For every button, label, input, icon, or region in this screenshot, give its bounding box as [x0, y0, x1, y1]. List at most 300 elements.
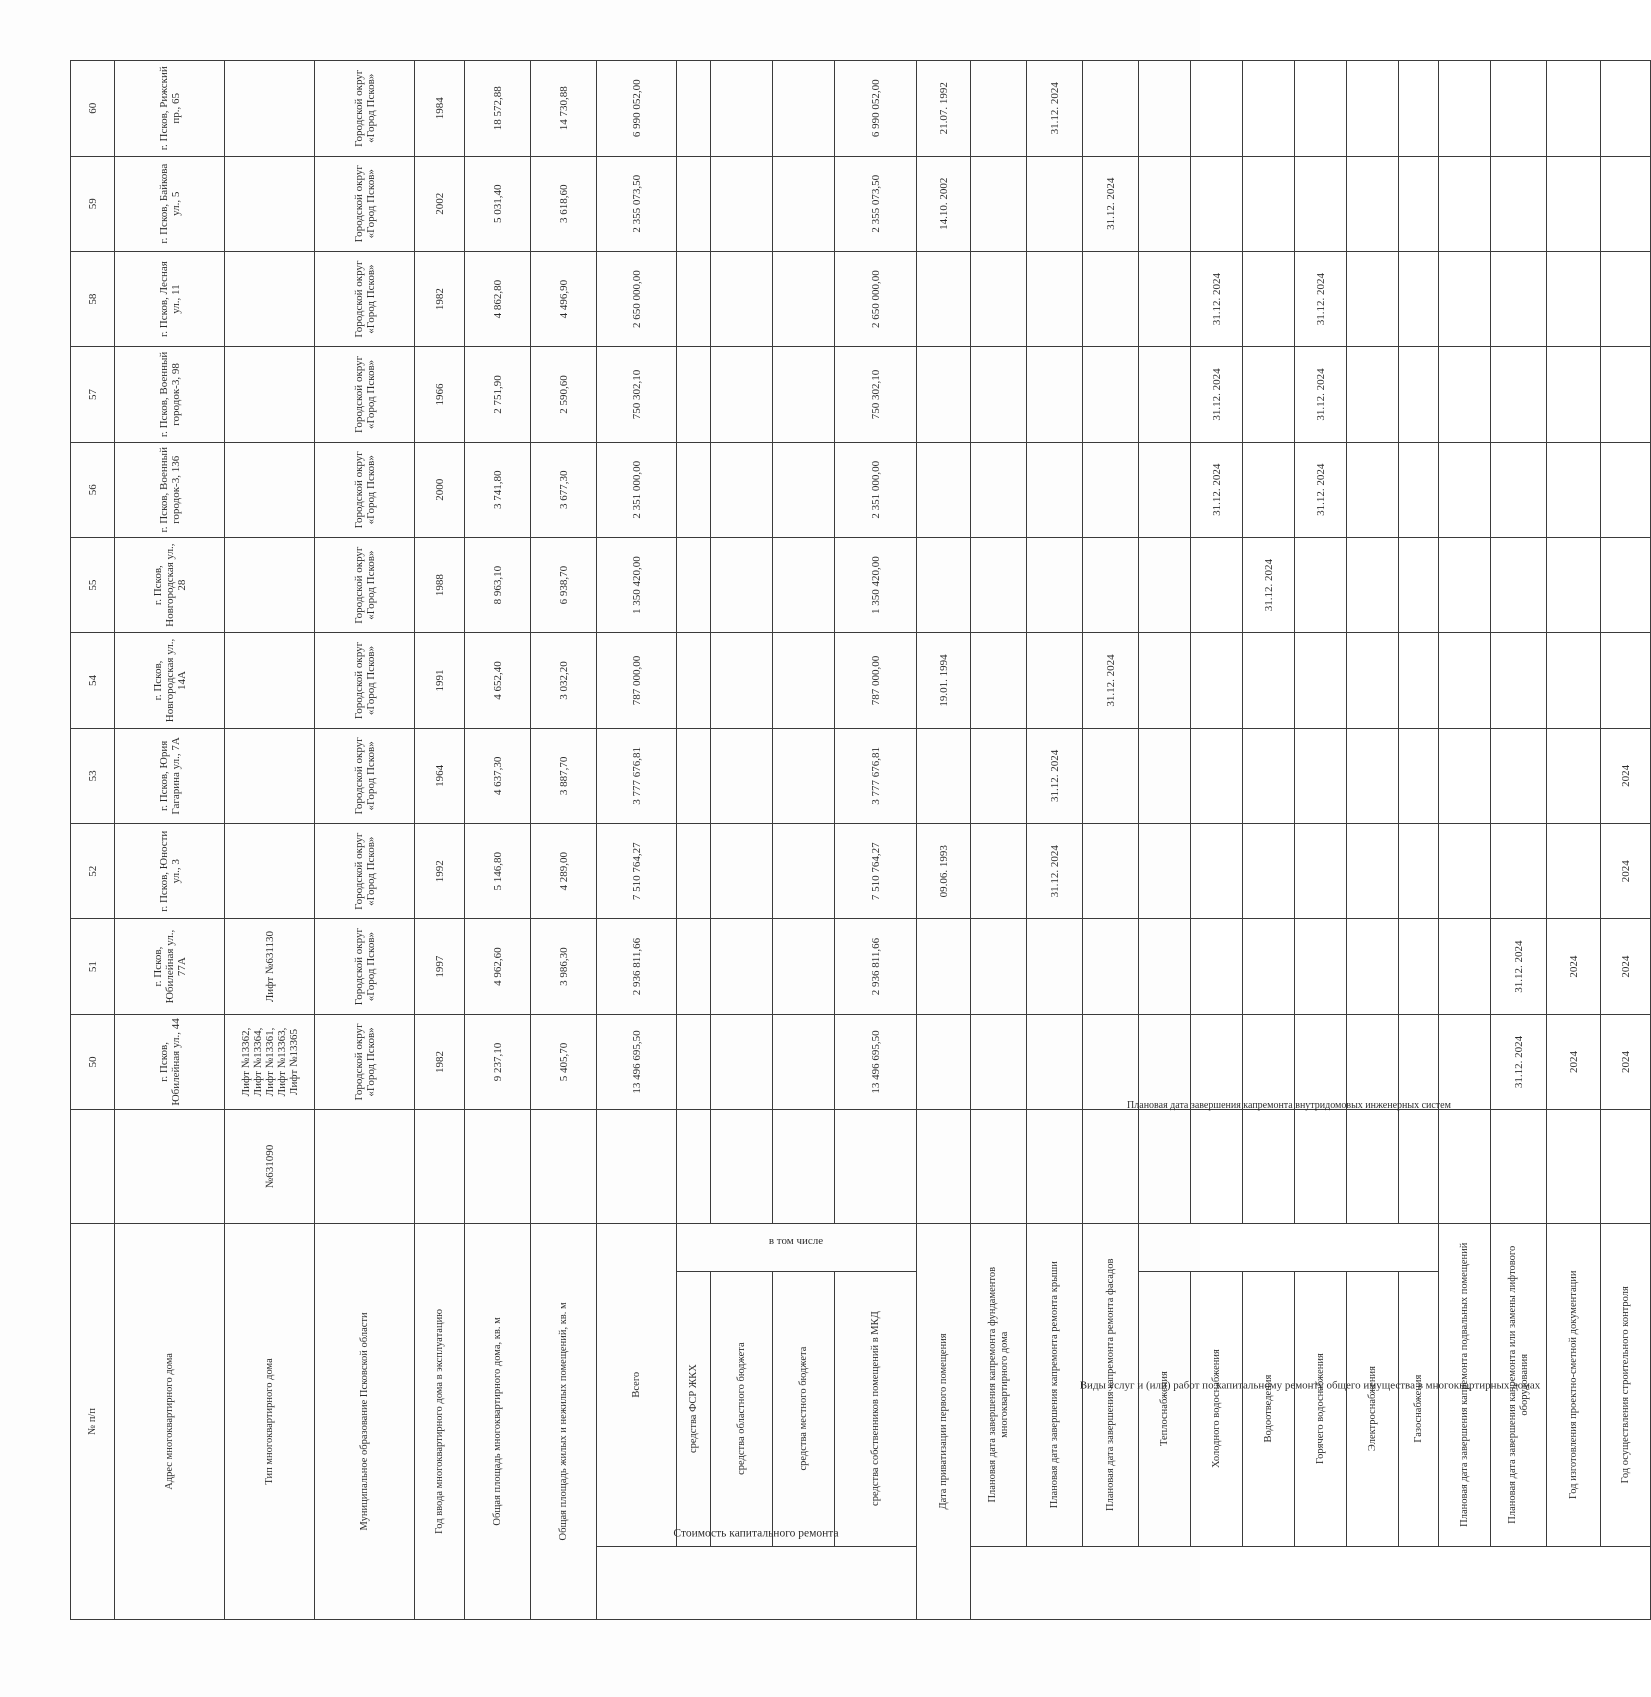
header-regional: средства областного бюджета: [711, 1271, 773, 1546]
cell-year: 1988: [415, 537, 465, 632]
cell-fsr: [677, 633, 711, 728]
cell-foundation: [971, 919, 1027, 1014]
cell-fsr: [677, 537, 711, 632]
cell-electric: [1347, 347, 1399, 442]
cell-sewer: [1243, 442, 1295, 537]
cell-foundation: [971, 1014, 1027, 1109]
cell-type: [225, 728, 315, 823]
cell-gas: [1399, 633, 1439, 728]
cell-total_area: 4 862,80: [465, 251, 531, 346]
cell-regional: [711, 251, 773, 346]
cell-total: 7 510 764,27: [597, 824, 677, 919]
field-row-living_area: [531, 61, 597, 1620]
cell-gas: [1399, 728, 1439, 823]
cell-total_area: 4 962,60: [465, 919, 531, 1014]
cell-gas: [1399, 156, 1439, 251]
cell-num: 57: [71, 347, 115, 442]
header-total: Всего: [597, 1223, 677, 1546]
cell-regional: [711, 728, 773, 823]
field-row-year: [415, 61, 465, 1620]
cell-year: 2000: [415, 442, 465, 537]
cell-fsr: [677, 156, 711, 251]
cell-owners: 2 650 000,00: [835, 251, 917, 346]
cell-design: 2024: [1547, 919, 1601, 1014]
cell-basement: [1439, 251, 1491, 346]
cell-hot: 31.12. 2024: [1295, 442, 1347, 537]
cell-total_area: 8 963,10: [465, 537, 531, 632]
cell-hot: [1295, 61, 1347, 157]
header-design: Год изготовления проектно-сметной документации: [1547, 1223, 1601, 1546]
cell-sewer: [1243, 347, 1295, 442]
header-local: средства местного бюджета: [773, 1271, 835, 1546]
cell-total: 13 496 695,50: [597, 1014, 677, 1109]
cell-regional: [711, 1014, 773, 1109]
cell-year: 1964: [415, 728, 465, 823]
cell-basement: [1439, 824, 1491, 919]
cell-heat: [1139, 728, 1191, 823]
cell-electric: [1347, 537, 1399, 632]
cell-living_area: 6 938,70: [531, 537, 597, 632]
cell-total_area: 4 652,40: [465, 633, 531, 728]
cell-electric: [1347, 824, 1399, 919]
cell-basement: [1439, 728, 1491, 823]
header-heat: Теплоснабжения: [1139, 1271, 1191, 1546]
cell-cold: [1191, 728, 1243, 823]
cell-living_area: 2 590,60: [531, 347, 597, 442]
cell-address: г. Псков, Рижский пр., 65: [115, 61, 225, 157]
cell-priv: 09.06. 1993: [917, 824, 971, 919]
cell-electric: [1347, 728, 1399, 823]
cell-foundation: [971, 824, 1027, 919]
cell-total: 6 990 052,00: [597, 61, 677, 157]
cell-regional: [711, 919, 773, 1014]
cell-type: [225, 824, 315, 919]
cell-sewer: 31.12. 2024: [1243, 537, 1295, 632]
cell-control: [1601, 251, 1651, 346]
cell-type: [225, 442, 315, 537]
cell-gas: [1399, 347, 1439, 442]
cell-total_area: 3 741,80: [465, 442, 531, 537]
cell-electric: [1347, 156, 1399, 251]
header-address: Адрес многоквартирного дома: [115, 1223, 225, 1619]
cell-design: [1547, 442, 1601, 537]
top-cell-owners: [835, 1110, 917, 1224]
cell-heat: [1139, 251, 1191, 346]
cell-priv: [917, 251, 971, 346]
header-works-group-label: Виды услуг и (или) работ по капитальному ремонту общего имущества в многоквартирных домах: [1079, 1379, 1541, 1392]
cell-living_area: 14 730,88: [531, 61, 597, 157]
header-cold: Холодного водоснабжения: [1191, 1271, 1243, 1546]
cell-heat: [1139, 824, 1191, 919]
field-row-fsr: [677, 61, 711, 1620]
cell-control: 2024: [1601, 728, 1651, 823]
top-cell-muni: [315, 1110, 415, 1224]
cell-control: 2024: [1601, 824, 1651, 919]
cell-basement: [1439, 537, 1491, 632]
header-foundation: Плановая дата завершения капремонта фундаментов многоквартирного дома: [971, 1223, 1027, 1546]
cell-roof: 31.12. 2024: [1027, 728, 1083, 823]
cell-address: г. Псков, Юбилейная ул., 44: [115, 1014, 225, 1109]
cell-priv: [917, 537, 971, 632]
cell-local: [773, 347, 835, 442]
cell-year: 2002: [415, 156, 465, 251]
cell-address: г. Псков, Юрия Гагарина ул., 7А: [115, 728, 225, 823]
cell-total_area: 5 146,80: [465, 824, 531, 919]
cell-owners: 787 000,00: [835, 633, 917, 728]
top-cell-lift: [1491, 1110, 1547, 1224]
cell-sewer: [1243, 156, 1295, 251]
cell-total_area: 4 637,30: [465, 728, 531, 823]
cell-total_area: 2 751,90: [465, 347, 531, 442]
cell-total: 787 000,00: [597, 633, 677, 728]
cell-regional: [711, 633, 773, 728]
field-row-roof: [1027, 61, 1083, 1620]
top-cell-cold: [1191, 1110, 1243, 1224]
cell-year: 1982: [415, 1014, 465, 1109]
top-cell-num: [71, 1110, 115, 1224]
cell-num: 55: [71, 537, 115, 632]
header-lift: Плановая дата завершения капремонта или замены лифтового оборудования: [1491, 1223, 1547, 1546]
header-cost-group-label: Стоимость капитального ремонта: [673, 1527, 839, 1540]
cell-facade: [1083, 537, 1139, 632]
field-row-total: [597, 61, 677, 1620]
cell-facade: 31.12. 2024: [1083, 156, 1139, 251]
cell-living_area: 4 289,00: [531, 824, 597, 919]
cell-gas: [1399, 251, 1439, 346]
cell-local: [773, 1014, 835, 1109]
cell-owners: 2 355 073,50: [835, 156, 917, 251]
cell-type: [225, 537, 315, 632]
cell-facade: [1083, 728, 1139, 823]
cell-design: 2024: [1547, 1014, 1601, 1109]
cell-num: 58: [71, 251, 115, 346]
cell-muni: Городской округ «Город Псков»: [315, 824, 415, 919]
cell-priv: [917, 919, 971, 1014]
cell-control: [1601, 347, 1651, 442]
cell-control: [1601, 633, 1651, 728]
field-row-owners: [835, 61, 917, 1620]
cell-roof: [1027, 537, 1083, 632]
cell-sewer: [1243, 728, 1295, 823]
cell-address: г. Псков, Новгородская ул., 14А: [115, 633, 225, 728]
header-electric: Электроснабжения: [1347, 1271, 1399, 1546]
cell-total_area: 9 237,10: [465, 1014, 531, 1109]
cell-total: 2 650 000,00: [597, 251, 677, 346]
cell-lift: [1491, 824, 1547, 919]
cell-design: [1547, 824, 1601, 919]
cell-cold: [1191, 61, 1243, 157]
cell-year: 1982: [415, 251, 465, 346]
top-cell-total: [597, 1110, 677, 1224]
cell-roof: [1027, 347, 1083, 442]
top-cell-living_area: [531, 1110, 597, 1224]
cell-cold: [1191, 537, 1243, 632]
cell-muni: Городской округ «Город Псков»: [315, 251, 415, 346]
cell-muni: Городской округ «Город Псков»: [315, 633, 415, 728]
cell-basement: [1439, 442, 1491, 537]
cell-foundation: [971, 156, 1027, 251]
cell-priv: [917, 728, 971, 823]
cell-total: 2 351 000,00: [597, 442, 677, 537]
capital-repair-table: [70, 60, 1651, 1620]
cell-num: 60: [71, 61, 115, 157]
field-row-priv: [917, 61, 971, 1620]
cell-control: [1601, 537, 1651, 632]
cell-regional: [711, 347, 773, 442]
header-living_area: Общая площадь жилых и нежилых помещений, кв. м: [531, 1223, 597, 1619]
cell-design: [1547, 156, 1601, 251]
cell-local: [773, 156, 835, 251]
cell-type: [225, 251, 315, 346]
cell-local: [773, 61, 835, 157]
cell-fsr: [677, 251, 711, 346]
cell-hot: [1295, 156, 1347, 251]
cell-priv: 21.07. 1992: [917, 61, 971, 157]
top-cell-gas: [1399, 1110, 1439, 1224]
cell-total: 3 777 676,81: [597, 728, 677, 823]
cell-muni: Городской округ «Город Псков»: [315, 442, 415, 537]
cell-living_area: 3 887,70: [531, 728, 597, 823]
cell-owners: 7 510 764,27: [835, 824, 917, 919]
cell-fsr: [677, 442, 711, 537]
cell-muni: Городской округ «Город Псков»: [315, 537, 415, 632]
cell-gas: [1399, 919, 1439, 1014]
cell-living_area: 4 496,90: [531, 251, 597, 346]
field-row-foundation: [971, 61, 1027, 1620]
cell-lift: [1491, 728, 1547, 823]
cell-hot: 31.12. 2024: [1295, 251, 1347, 346]
top-cell-facade: [1083, 1110, 1139, 1224]
cell-type: [225, 347, 315, 442]
cell-type: [225, 61, 315, 157]
cell-foundation: [971, 61, 1027, 157]
cell-owners: 2 351 000,00: [835, 442, 917, 537]
top-cell-local: [773, 1110, 835, 1224]
cell-foundation: [971, 537, 1027, 632]
top-cell-electric: [1347, 1110, 1399, 1224]
header-owners: средства собственников помещений в МКД: [835, 1271, 917, 1546]
cell-local: [773, 919, 835, 1014]
cell-design: [1547, 537, 1601, 632]
cell-hot: [1295, 824, 1347, 919]
cell-facade: [1083, 824, 1139, 919]
cell-hot: 31.12. 2024: [1295, 347, 1347, 442]
cell-design: [1547, 633, 1601, 728]
header-cost-group: [597, 1527, 917, 1619]
cell-electric: [1347, 251, 1399, 346]
cell-electric: [1347, 1014, 1399, 1109]
cell-type: [225, 633, 315, 728]
header-fsr: средства ФСР ЖКХ: [677, 1271, 711, 1546]
cell-hot: [1295, 728, 1347, 823]
header-incl: [677, 1223, 917, 1271]
cell-year: 1997: [415, 919, 465, 1014]
cell-num: 53: [71, 728, 115, 823]
cell-regional: [711, 537, 773, 632]
cell-priv: [917, 347, 971, 442]
cell-priv: 19.01. 1994: [917, 633, 971, 728]
cell-heat: [1139, 156, 1191, 251]
cell-roof: [1027, 251, 1083, 346]
cell-owners: 13 496 695,50: [835, 1014, 917, 1109]
field-row-num: [71, 61, 115, 1620]
top-cell-basement: [1439, 1110, 1491, 1224]
top-cell-design: [1547, 1110, 1601, 1224]
cell-hot: [1295, 633, 1347, 728]
cell-facade: [1083, 251, 1139, 346]
cell-sewer: [1243, 919, 1295, 1014]
cell-facade: [1083, 442, 1139, 537]
cell-muni: Городской округ «Город Псков»: [315, 919, 415, 1014]
cell-facade: [1083, 61, 1139, 157]
field-row-regional: [711, 61, 773, 1620]
cell-fsr: [677, 1014, 711, 1109]
cell-control: [1601, 442, 1651, 537]
cell-sewer: [1243, 61, 1295, 157]
cell-regional: [711, 61, 773, 157]
cell-priv: [917, 442, 971, 537]
cell-basement: [1439, 347, 1491, 442]
cell-living_area: 3 677,30: [531, 442, 597, 537]
cell-facade: [1083, 347, 1139, 442]
top-cell-fsr: [677, 1110, 711, 1224]
cell-lift: [1491, 537, 1547, 632]
cell-year: 1984: [415, 61, 465, 157]
top-cell-address: [115, 1110, 225, 1224]
cell-address: г. Псков, Военный городок-3, 98: [115, 347, 225, 442]
cell-hot: [1295, 537, 1347, 632]
cell-foundation: [971, 442, 1027, 537]
cell-roof: [1027, 156, 1083, 251]
cell-lift: 31.12. 2024: [1491, 919, 1547, 1014]
cell-control: [1601, 61, 1651, 157]
cell-lift: [1491, 156, 1547, 251]
cell-foundation: [971, 251, 1027, 346]
cell-cold: [1191, 1014, 1243, 1109]
cell-design: [1547, 61, 1601, 157]
cell-cold: [1191, 919, 1243, 1014]
cell-roof: [1027, 442, 1083, 537]
cell-address: г. Псков, Юности ул., 3: [115, 824, 225, 919]
cell-local: [773, 633, 835, 728]
cell-owners: 6 990 052,00: [835, 61, 917, 157]
cell-priv: 14.10. 2002: [917, 156, 971, 251]
top-cell-regional: [711, 1110, 773, 1224]
header-type: Тип многоквартирного дома: [225, 1223, 315, 1619]
cell-muni: Городской округ «Город Псков»: [315, 61, 415, 157]
header-hot: Горячего водоснабжения: [1295, 1271, 1347, 1546]
cell-total: 2 936 811,66: [597, 919, 677, 1014]
cell-living_area: 5 405,70: [531, 1014, 597, 1109]
cell-basement: [1439, 156, 1491, 251]
cell-heat: [1139, 61, 1191, 157]
cell-muni: Городской округ «Город Псков»: [315, 156, 415, 251]
cell-address: г. Псков, Юбилейная ул., 77А: [115, 919, 225, 1014]
cell-design: [1547, 251, 1601, 346]
cell-local: [773, 442, 835, 537]
cell-design: [1547, 347, 1601, 442]
cell-lift: [1491, 633, 1547, 728]
cell-fsr: [677, 347, 711, 442]
top-cell-control: [1601, 1110, 1651, 1224]
cell-year: 1966: [415, 347, 465, 442]
header-engineering-group: [1126, 1099, 1451, 1271]
cell-control: 2024: [1601, 919, 1651, 1014]
field-row-muni: [315, 61, 415, 1620]
cell-facade: 31.12. 2024: [1083, 633, 1139, 728]
top-cell-type: №631090: [225, 1110, 315, 1224]
cell-address: г. Псков, Новгородская ул., 28: [115, 537, 225, 632]
cell-foundation: [971, 728, 1027, 823]
cell-num: 59: [71, 156, 115, 251]
cell-fsr: [677, 919, 711, 1014]
cell-roof: 31.12. 2024: [1027, 61, 1083, 157]
cell-address: г. Псков, Лесная ул., 11: [115, 251, 225, 346]
cell-num: 56: [71, 442, 115, 537]
cell-cold: 31.12. 2024: [1191, 251, 1243, 346]
cell-basement: [1439, 1014, 1491, 1109]
cell-gas: [1399, 61, 1439, 157]
cell-living_area: 3 618,60: [531, 156, 597, 251]
cell-total: 2 355 073,50: [597, 156, 677, 251]
cell-fsr: [677, 728, 711, 823]
cell-foundation: [971, 633, 1027, 728]
top-cell-foundation: [971, 1110, 1027, 1224]
cell-basement: [1439, 61, 1491, 157]
top-cell-priv: [917, 1110, 971, 1224]
cell-heat: [1139, 919, 1191, 1014]
cell-local: [773, 824, 835, 919]
cell-heat: [1139, 633, 1191, 728]
cell-owners: 1 350 420,00: [835, 537, 917, 632]
field-row-control: [1601, 61, 1651, 1620]
cell-priv: [917, 1014, 971, 1109]
cell-heat: [1139, 537, 1191, 632]
header-num: № п/п: [71, 1223, 115, 1619]
cell-local: [773, 251, 835, 346]
cell-lift: [1491, 442, 1547, 537]
cell-cold: [1191, 824, 1243, 919]
field-row-total_area: [465, 61, 531, 1620]
header-basement: Плановая дата завершения капремонта подвальных помещений: [1439, 1223, 1491, 1546]
cell-num: 52: [71, 824, 115, 919]
top-cell-total_area: [465, 1110, 531, 1224]
cell-local: [773, 537, 835, 632]
top-cell-heat: [1139, 1110, 1191, 1224]
field-row-design: [1547, 61, 1601, 1620]
cell-gas: [1399, 1014, 1439, 1109]
cell-lift: [1491, 251, 1547, 346]
cell-roof: [1027, 633, 1083, 728]
top-cell-hot: [1295, 1110, 1347, 1224]
cell-muni: Городской округ «Город Псков»: [315, 1014, 415, 1109]
cell-heat: [1139, 1014, 1191, 1109]
cell-muni: Городской округ «Город Псков»: [315, 347, 415, 442]
cell-year: 1992: [415, 824, 465, 919]
rotated-table-sheet: [70, 60, 1632, 1620]
cell-sewer: [1243, 1014, 1295, 1109]
cell-total_area: 18 572,88: [465, 61, 531, 157]
cell-electric: [1347, 61, 1399, 157]
cell-owners: 3 777 676,81: [835, 728, 917, 823]
cell-living_area: 3 032,20: [531, 633, 597, 728]
top-cell-roof: [1027, 1110, 1083, 1224]
cell-electric: [1347, 633, 1399, 728]
cell-sewer: [1243, 251, 1295, 346]
cell-gas: [1399, 824, 1439, 919]
cell-fsr: [677, 61, 711, 157]
cell-owners: 2 936 811,66: [835, 919, 917, 1014]
